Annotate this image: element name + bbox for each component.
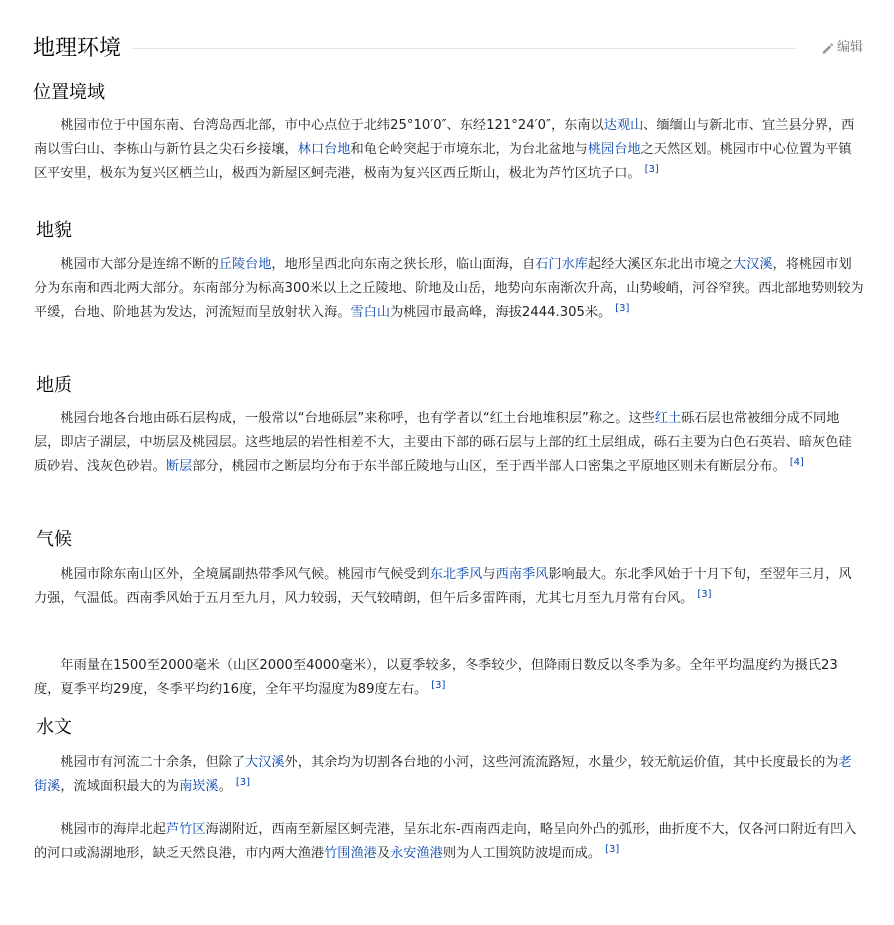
text: 桃园台地各台地由砾石层构成，一般常以“台地砾层”来称呼，也有学者以“红土台地堆积层”称之。这些	[60, 411, 655, 426]
citation-ref[interactable]: [3]	[697, 588, 712, 600]
link-luzhu-district[interactable]: 芦竹区	[165, 822, 206, 837]
link-dahan-river-2[interactable]: 大汉溪	[245, 755, 285, 770]
text: 桃园市大部分是连绵不断的	[60, 257, 219, 272]
link-zhuwei-fishing-port[interactable]: 竹围渔港	[324, 846, 377, 861]
text: 则为人工围筑防波堤而成。	[442, 846, 602, 861]
text: 及	[376, 846, 391, 861]
text: 、缅缅山与新北市、宜兰县分界，西南以雪臼山、李栋山与新竹县之尖石乡接壤，	[34, 118, 855, 157]
text: 海湖附近，西南至新屋区蚵壳港，呈东北东-西南西走向，略呈向外凸的弧形，曲折度不大，仅各河口附近有凹入的河口或潟湖地形，缺乏天然良港，市内两大渔港	[34, 822, 857, 861]
text: ，将桃园市划分为东南和西北两大部分。东南部分为标高300米以上之丘陵地、阶地及山岳，地势向东南渐次升高，山势峻峭，河谷窄狭。西北部地势则较为平缓，台地、阶地甚为发达，河流短而呈放射状入海。	[34, 257, 864, 320]
text: 砾石层也常被细分成不同地层，即店子湖层，中坜层及桃园层。这些地层的岩性相差不大，主要由下部的砾石层与上部的红土层组成，砾石主要为白色石英岩、暗灰色硅质砂岩、浅灰色砂岩。	[34, 411, 852, 474]
edit-link[interactable]	[821, 38, 863, 58]
section-title: 地理环境	[33, 36, 122, 61]
pencil-icon	[821, 42, 834, 55]
link-taoyuan-tableland[interactable]: 桃园台地	[587, 142, 641, 157]
link-hills-tableland[interactable]: 丘陵台地	[218, 257, 272, 272]
paragraph-location	[34, 114, 864, 186]
paragraph-climate-1	[34, 563, 864, 611]
citation-ref[interactable]: [4]	[789, 456, 804, 468]
text: 部分，桃园市之断层均分布于东半部丘陵地与山区，至于西半部人口密集之平原地区则未有断层分布。	[192, 459, 786, 474]
text: 和龟仑岭突起于市境东北，为台北盆地与	[350, 142, 588, 157]
text: ，流域面积最大的为	[60, 779, 180, 794]
heading-climate: 气候	[36, 529, 72, 550]
paragraph-climate-2	[34, 654, 864, 702]
paragraph-geology	[34, 407, 864, 479]
paragraph-hydrology-1	[34, 751, 864, 799]
link-nankan-river[interactable]: 南崁溪	[179, 779, 219, 794]
text: ，地形呈西北向东南之狭长形，临山面海，自	[271, 257, 536, 272]
text: 影响最大。东北季风始于十月下旬，至翌年三月，风力强，气温低。西南季风始于五月至九月，风力较弱，天气较晴朗，但午后多雷阵雨，尤其七月至九月常有台风。	[34, 567, 852, 606]
link-northeast-monsoon[interactable]: 东北季风	[429, 567, 483, 582]
link-shimen-reservoir[interactable]: 石门水库	[535, 257, 588, 272]
heading-hydrology: 水文	[36, 717, 72, 738]
text: 为桃园市最高峰，海拔2444.305米。	[390, 305, 612, 320]
paragraph-terrain	[34, 253, 864, 325]
link-xuebai-mountain[interactable]: 雪白山	[350, 305, 391, 320]
edit-label: 编辑	[836, 40, 863, 55]
citation-ref[interactable]: [3]	[615, 302, 630, 314]
section-header	[33, 32, 863, 66]
text: 起经大溪区东北出市境之	[587, 257, 733, 272]
heading-terrain: 地貌	[36, 220, 72, 241]
section-divider	[133, 48, 795, 49]
text: 桃园市除东南山区外，全境属副热带季风气候。桃园市气候受到	[60, 567, 430, 582]
text: 与	[482, 567, 496, 582]
heading-location: 位置境域	[33, 82, 105, 103]
citation-ref[interactable]: [3]	[605, 843, 620, 855]
text: 桃园市的海岸北起	[60, 822, 166, 837]
text: 年雨量在1500至2000毫米（山区2000至4000毫米），以夏季较多，冬季较少，但降雨日数反以冬季为多。全年平均温度约为摄氏23度，夏季平均29度，冬季平均约16度，全年平均湿度为89度左右。	[34, 658, 838, 697]
link-fault[interactable]: 断层	[165, 459, 193, 474]
text: 。	[218, 779, 232, 794]
text: 外，其余均为切割各台地的小河，这些河流流路短，水量少，较无航运价值，其中长度最长的为	[284, 755, 839, 770]
link-yongan-fishing-port[interactable]: 永安渔港	[390, 846, 443, 861]
link-dahan-river[interactable]: 大汉溪	[732, 257, 773, 272]
link-linkou-tableland[interactable]: 林口台地	[297, 142, 351, 157]
paragraph-hydrology-2	[34, 818, 864, 866]
citation-ref[interactable]: [3]	[431, 679, 446, 691]
link-laterite[interactable]: 红土	[654, 411, 682, 426]
heading-geology: 地质	[36, 375, 72, 396]
link-laojie-river[interactable]: 老街溪	[34, 755, 852, 794]
text: 之天然区划。桃园市中心位置为平镇区平安里，极东为复兴区栖兰山，极西为新屋区蚵壳港，极南为复兴区西丘斯山，极北为芦竹区坑子口。	[34, 142, 852, 181]
citation-ref[interactable]: [3]	[235, 776, 250, 788]
citation-ref[interactable]: [3]	[644, 163, 659, 175]
link-southwest-monsoon[interactable]: 西南季风	[495, 567, 549, 582]
text: 桃园市位于中国东南、台湾岛西北部，市中心点位于北纬25°10′0″、东经121°24′0″，东南以	[60, 118, 604, 133]
text: 桃园市有河流二十余条，但除了	[60, 755, 246, 770]
link-daguanshan[interactable]: 达观山	[603, 118, 644, 133]
